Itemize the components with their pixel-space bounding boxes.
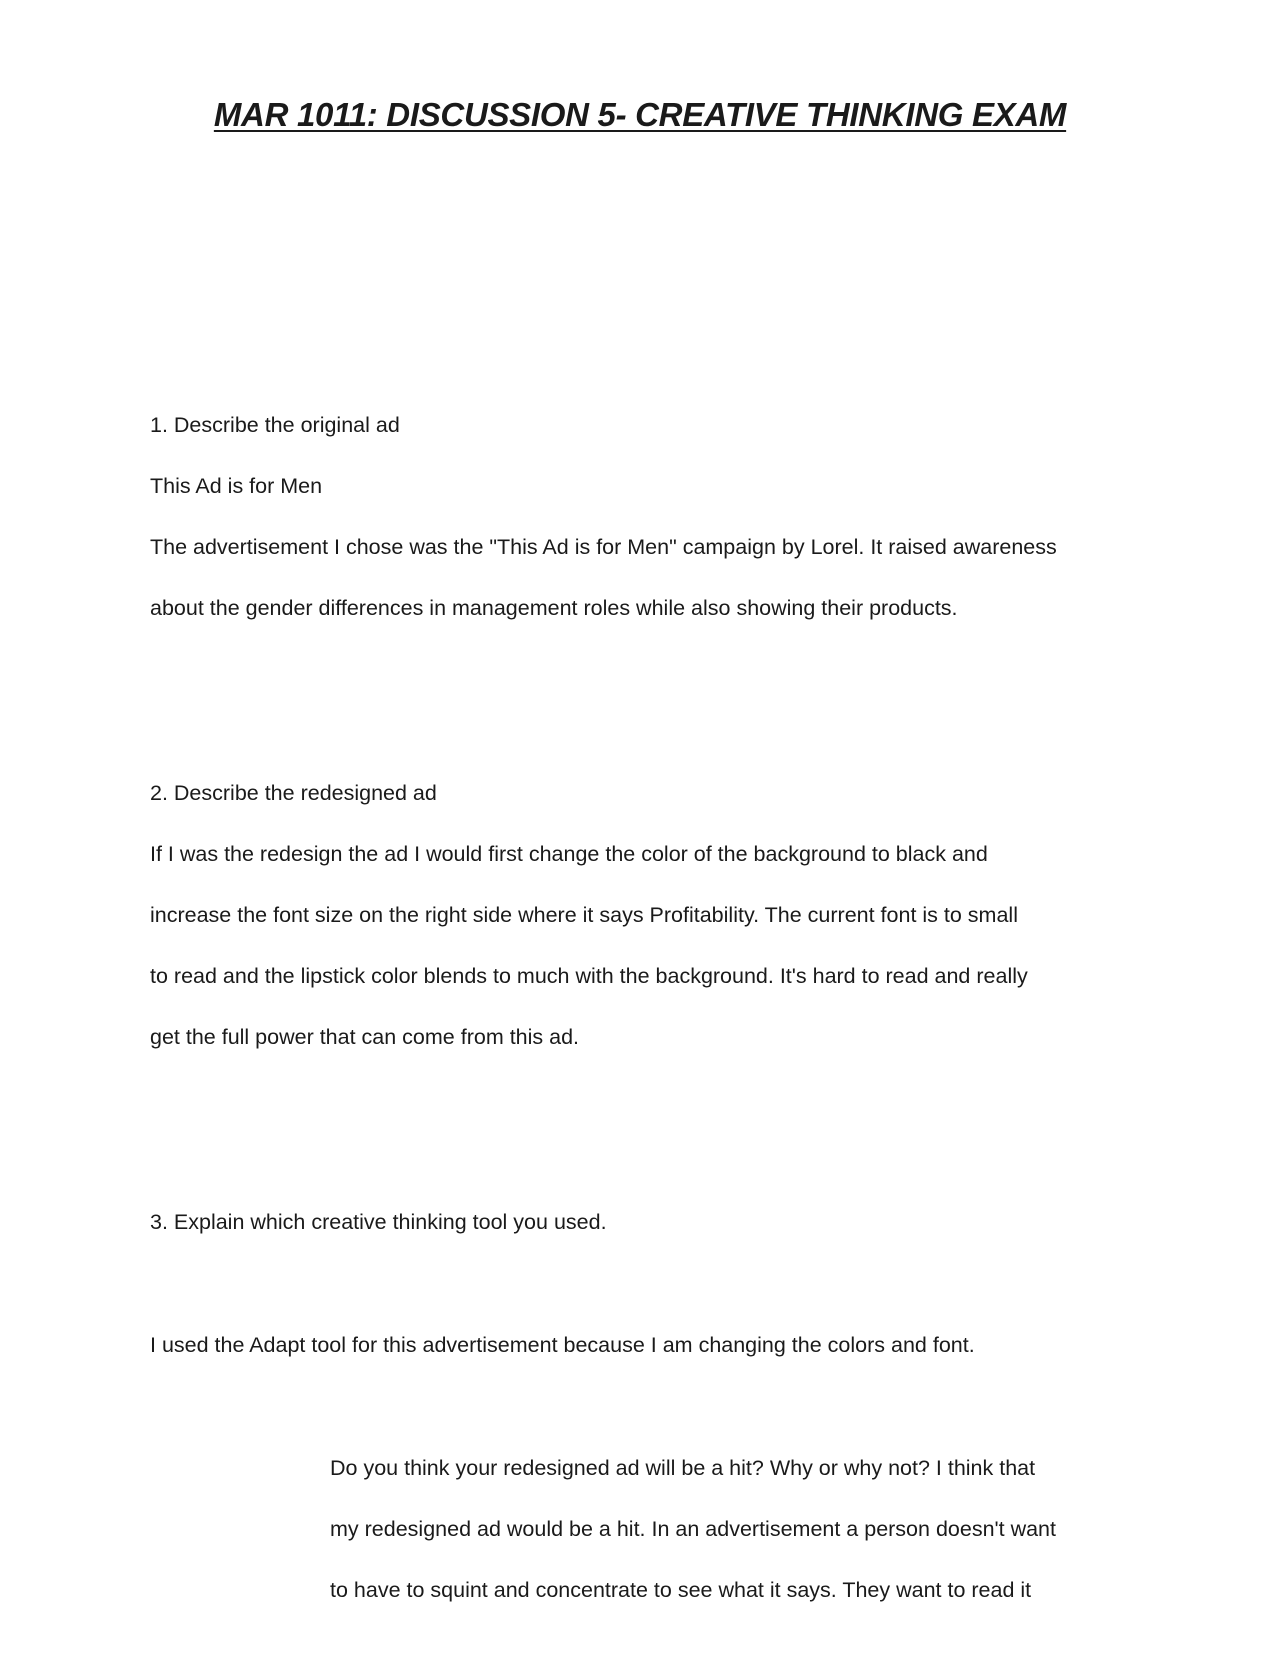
section2-line-2: increase the font size on the right side where it says Profitability. The current font is to small (150, 903, 1018, 927)
section3-answer: I used the Adapt tool for this advertisement because I am changing the colors and font. (150, 1333, 975, 1357)
section1-line-2: about the gender differences in management roles while also showing their products. (150, 596, 958, 620)
section1-line-1: The advertisement I chose was the "This Ad is for Men" campaign by Lorel. It raised awareness (150, 535, 1057, 559)
section4-line-3: to have to squint and concentrate to see what it says. They want to read it (330, 1578, 1032, 1602)
section2-line-3: to read and the lipstick color blends to much with the background. It's hard to read and really (150, 964, 1028, 988)
section4-line-1: Do you think your redesigned ad will be a hit? Why or why not? I think that (330, 1456, 1036, 1480)
section2-heading: 2. Describe the redesigned ad (150, 781, 437, 805)
section1-heading: 1. Describe the original ad (150, 413, 400, 437)
section2-line-1: If I was the redesign the ad I would first change the color of the background to black and (150, 842, 988, 866)
section1-subheading: This Ad is for Men (150, 474, 323, 498)
document-title: MAR 1011: DISCUSSION 5- CREATIVE THINKING EXAM (213, 96, 1067, 133)
section3-heading: 3. Explain which creative thinking tool you used. (150, 1210, 607, 1234)
section4-line-2: my redesigned ad would be a hit. In an advertisement a person doesn't want (330, 1517, 1056, 1541)
section2-line-4: get the full power that can come from this ad. (150, 1025, 580, 1049)
